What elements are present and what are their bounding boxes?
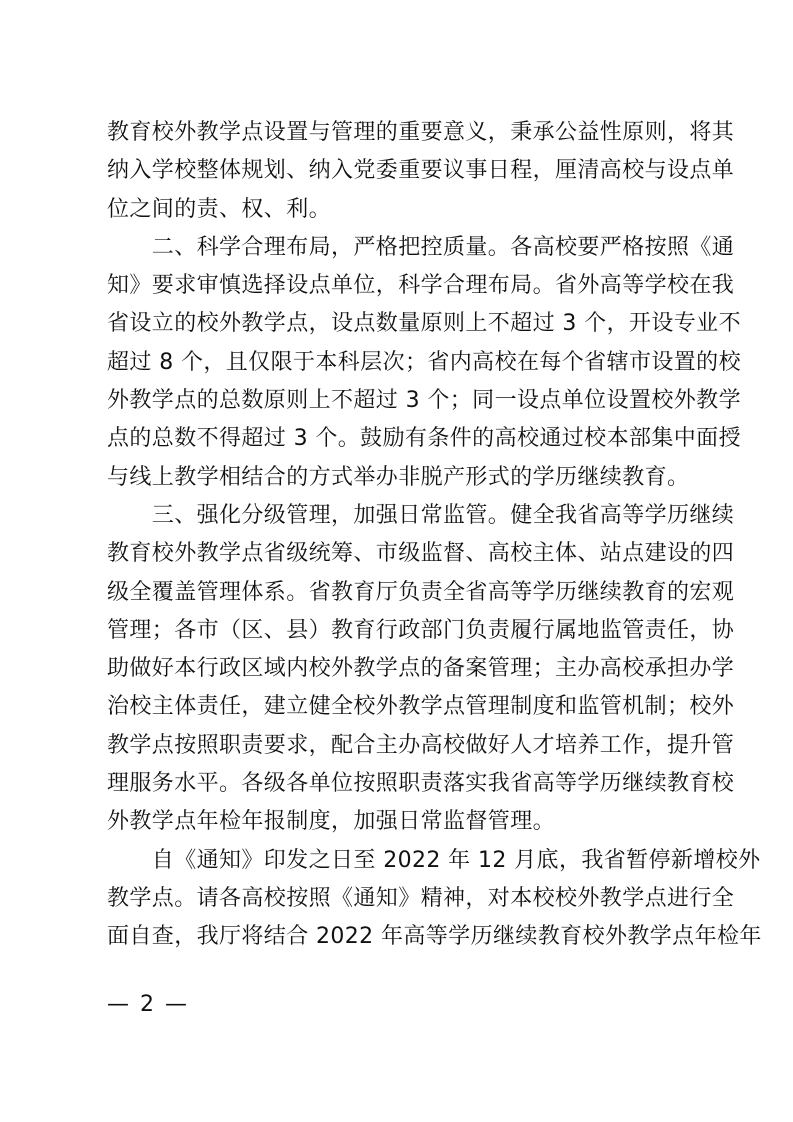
page-number: — 2 — [107, 992, 189, 1017]
text-line: 外教学点的总数原则上不超过 3 个；同一设点单位设置校外教学 [107, 388, 741, 414]
text-line: 教学点。请各高校按照《通知》精神，对本校校外教学点进行全 [107, 885, 735, 911]
text-line: 自《通知》印发之日至 2022 年 12 月底，我省暂停新增校外 [107, 847, 761, 873]
text-line: 位之间的责、权、利。 [107, 196, 332, 222]
text-line: 教学点按照职责要求，配合主办高校做好人才培养工作，提升管 [107, 732, 735, 758]
text-line: 超过 8 个，且仅限于本科层次；省内高校在每个省辖市设置的校 [107, 349, 741, 375]
text-line: 纳入学校整体规划、纳入党委重要议事日程，厘清高校与设点单 [107, 158, 735, 184]
text-line: 理服务水平。各级各单位按照职责落实我省高等学历继续教育校 [107, 771, 735, 797]
text-line: 面自查，我厅将结合 2022 年高等学历继续教育校外教学点年检年 [107, 924, 762, 950]
text-line: 知》要求审慎选择设点单位，科学合理布局。省外高等学校在我 [107, 273, 735, 299]
text-line: 教育校外教学点省级统筹、市级监督、高校主体、站点建设的四 [107, 541, 735, 567]
body-text [107, 114, 762, 957]
text-line: 管理；各市（区、县）教育行政部门负责履行属地监管责任，协 [107, 617, 735, 643]
text-line: 省设立的校外教学点，设点数量原则上不超过 3 个，开设专业不 [107, 311, 741, 337]
text-line: 二、科学合理布局，严格把控质量。各高校要严格按照《通 [107, 234, 735, 260]
text-line: 点的总数不得超过 3 个。鼓励有条件的高校通过校本部集中面授 [107, 426, 741, 452]
text-line: 与线上教学相结合的方式举办非脱产形式的学历继续教育。 [107, 464, 690, 490]
text-line: 三、强化分级管理，加强日常监管。健全我省高等学历继续 [107, 502, 735, 528]
text-line: 外教学点年检年报制度，加强日常监督管理。 [107, 809, 556, 835]
text-line: 治校主体责任，建立健全校外教学点管理制度和监管机制；校外 [107, 694, 735, 720]
text-line: 助做好本行政区域内校外教学点的备案管理；主办高校承担办学 [107, 656, 735, 682]
text-line: 级全覆盖管理体系。省教育厅负责全省高等学历继续教育的宏观 [107, 579, 735, 605]
text-line: 教育校外教学点设置与管理的重要意义，秉承公益性原则，将其 [107, 120, 735, 145]
